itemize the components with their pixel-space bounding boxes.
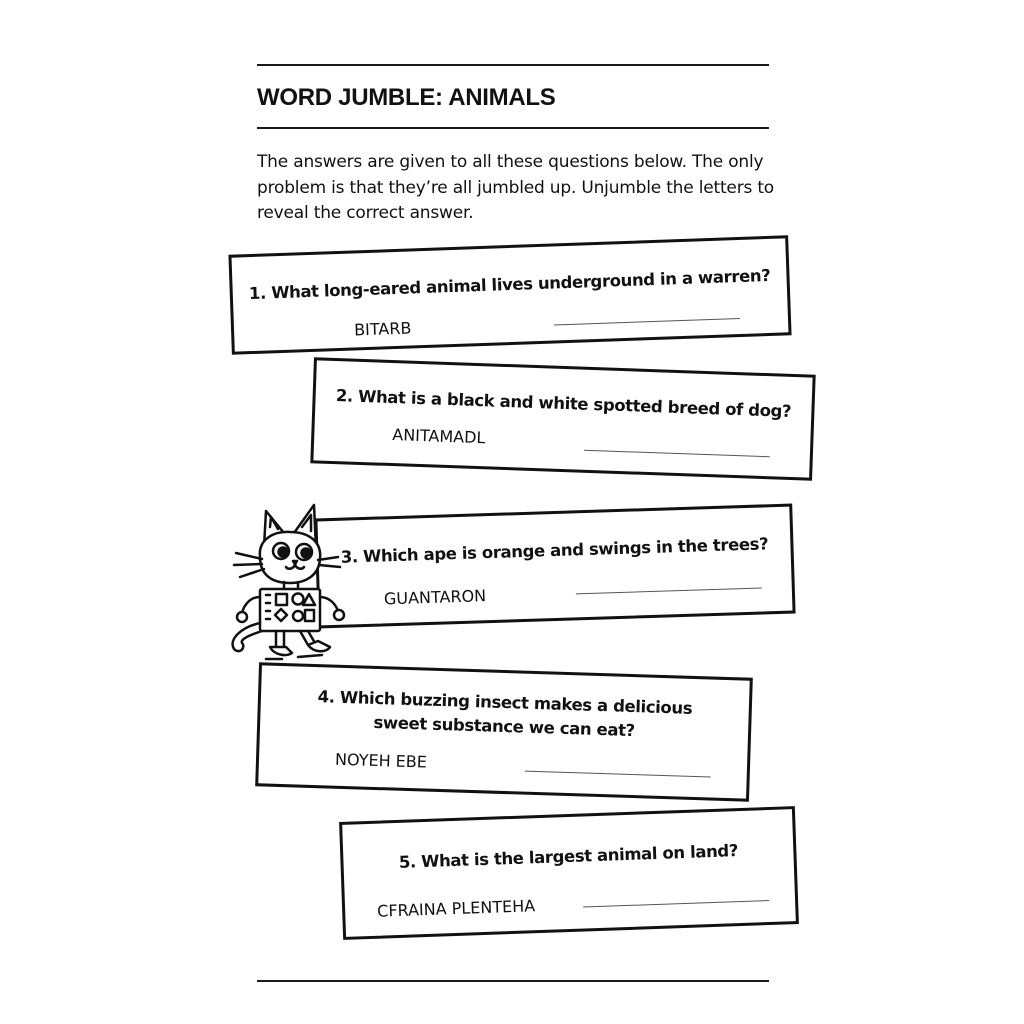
question-text: 1. What long-eared animal lives underground in a warren? bbox=[248, 265, 771, 304]
question-card-4 bbox=[255, 662, 753, 801]
top-rule bbox=[257, 64, 769, 66]
jumbled-word: ANITAMADL bbox=[392, 425, 486, 448]
bottom-rule bbox=[257, 980, 769, 982]
jumbled-word: BITARB bbox=[353, 318, 412, 340]
question-card-1 bbox=[228, 235, 791, 354]
jumbled-word: GUANTARON bbox=[383, 586, 487, 609]
cartoon-cat-robot-icon bbox=[222, 497, 354, 662]
answer-line[interactable] bbox=[554, 318, 740, 325]
title-rule bbox=[257, 127, 769, 129]
answer-line[interactable] bbox=[576, 588, 762, 595]
question-text: 5. What is the largest animal on land? bbox=[398, 841, 739, 872]
answer-line[interactable] bbox=[584, 450, 770, 457]
intro-text: The answers are given to all these questions below. The only problem is that they’re all jumbled up. Unjumble the letters to reveal the correct answer. bbox=[257, 152, 775, 223]
page-title: WORD JUMBLE: ANIMALS bbox=[257, 84, 556, 111]
answer-line[interactable] bbox=[525, 771, 711, 778]
jumbled-word: NOYEH EBE bbox=[334, 749, 428, 772]
question-card-5 bbox=[339, 806, 799, 940]
question-text: 4. Which buzzing insect makes a delicious sweet substance we can eat? bbox=[317, 687, 693, 741]
question-card-3 bbox=[314, 504, 795, 629]
question-card-2 bbox=[310, 357, 815, 480]
question-text: 3. Which ape is orange and swings in the trees? bbox=[340, 534, 769, 567]
answer-line[interactable] bbox=[583, 900, 769, 907]
question-text: 2. What is a black and white spotted breed of dog? bbox=[335, 386, 792, 421]
jumbled-word: CFRAINA PLENTEHA bbox=[376, 896, 536, 921]
